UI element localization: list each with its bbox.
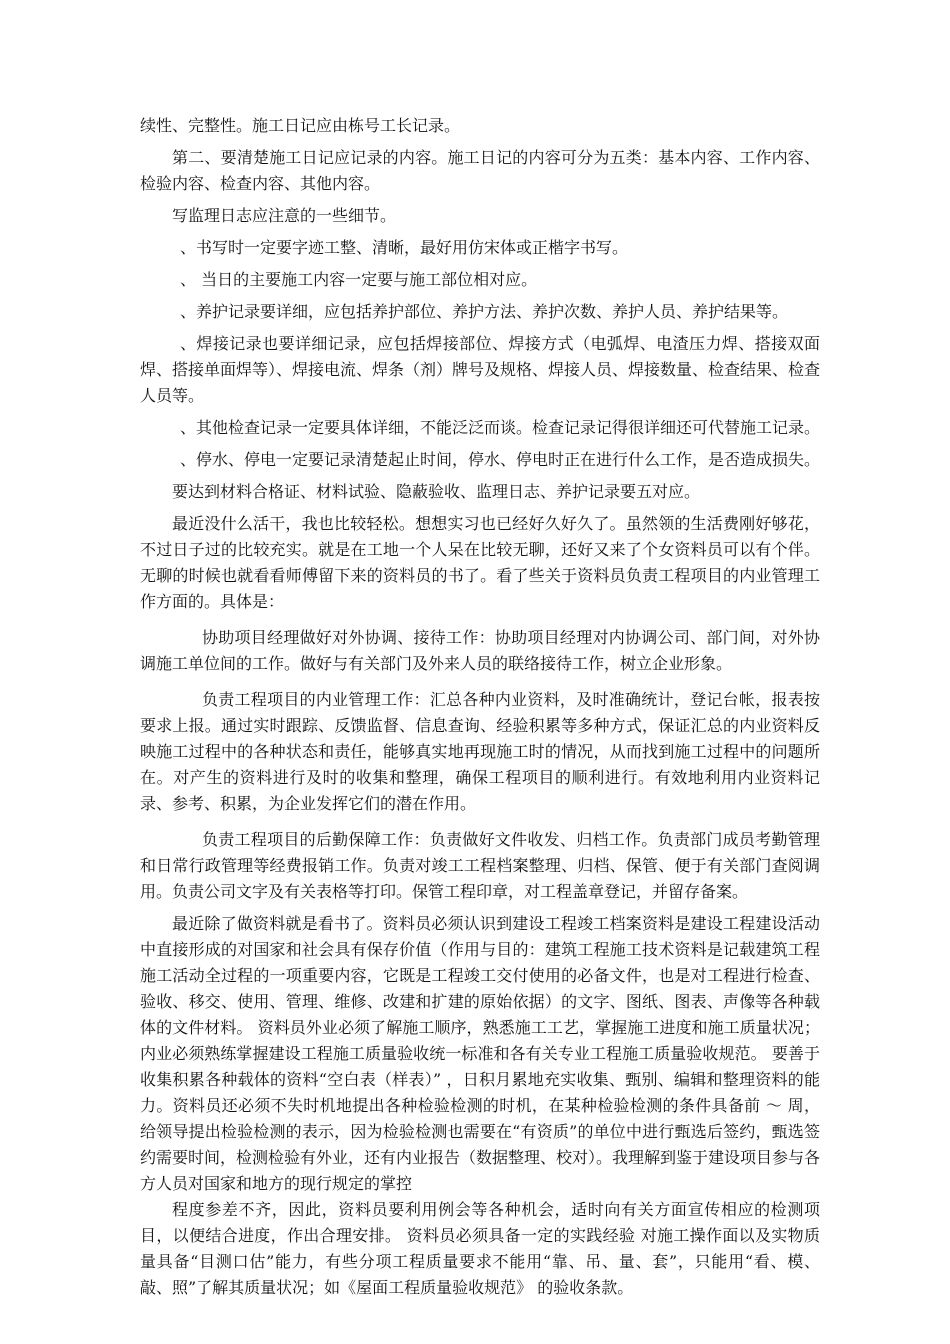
paragraph-continuation: 续性、完整性。施工日记应由栋号工长记录。 <box>140 116 461 135</box>
list-item-water-power-outage: 、停水、停电一定要记录清楚起止时间，停水、停电时正在进行什么工作，是否造成损失。 <box>180 450 821 469</box>
paragraph-logistics-duty: 负责工程项目的后勤保障工作：负责做好文件收发、归档工作。负责部门成员考勤管理和日常行政管理等经费报销工作。负责对竣工工程档案整理、归档、保管、便于有关部门查阅调用。负责公司文字及有关表格等打印。保管工程印章，对工程盖章登记，并留存备案。 <box>140 830 820 901</box>
document-page <box>140 113 820 1301</box>
list-item-welding-record: 、焊接记录也要详细记录，应包括焊接部位、焊接方式（电弧焊、电渣压力焊、搭接双面焊、搭接单面焊等）、焊接电流、焊条（剂）牌号及规格、焊接人员、焊接数量、检查结果、检查人员等。 <box>140 334 821 405</box>
paragraph-archive-knowledge: 最近除了做资料就是看书了。资料员必须认识到建设工程竣工档案资料是建设工程建设活动中直接形成的对国家和社会具有保存价值（作用与目的：建筑工程施工技术资料是记载建筑工程施工活动全过程的一项重要内容，它既是工程竣工交付使用的必备文件，也是对工程进行检查、验收、移交、使用、管理、维修、改建和扩建的原始依据）的文字、图纸、图表、声像等各种载体的文件材料。 资料员外业必须了解施工顺序，熟悉施工工艺，掌握施工进度和施工质量状况；内业必须熟练掌握建设工程施工质量验收统一标准和各有关专业工程施工质量验收规范。 要善于收集积累各种载体的资料“空白表（样表）” ，日积月累地充实收集、甄别、编辑和整理资料的能力。资料员还必须不失时机地提出各种检验检测的时机，在某种检验检测的条件具备前 ～ 周，给领导提出检验检测的表示，因为检验检测也需要在“有资质”的单位中进行甄选后签约，甄选签约需要时间，检测检验有外业，还有内业报告（数据整理、校对）。我理解到鉴于建设项目参与各方人员对国家和地方的现行规定的掌控 <box>140 914 821 1193</box>
list-item-construction-content: 、 当日的主要施工内容一定要与施工部位相对应。 <box>180 270 538 289</box>
list-item-handwriting: 、书写时一定要字迹工整、清晰，最好用仿宋体或正楷字书写。 <box>180 238 629 257</box>
paragraph-diary-content: 第二、要清楚施工日记应记录的内容。施工日记的内容可分为五类：基本内容、工作内容、检验内容、检查内容、其他内容。 <box>140 148 820 193</box>
paragraph-practical-experience: 程度参差不齐，因此，资料员要利用例会等各种机会，适时向有关方面宣传相应的检测项目，以便结合进度，作出合理安排。 资料员必须具备一定的实践经验 对施工操作面以及实物质量具备“目测口估”能力，有些分项工程质量要求不能用“靠、吊、量、套”，只能用“看、模、敲、照”了解其质量状况；如《屋面工程质量验收规范》 的验收条款。 <box>140 1200 820 1297</box>
paragraph-five-correspondence: 要达到材料合格证、材料试验、隐蔽验收、监理日志、养护记录要五对应。 <box>172 482 701 501</box>
list-item-curing-record: 、养护记录要详细，应包括养护部位、养护方法、养护次数、养护人员、养护结果等。 <box>180 302 789 321</box>
paragraph-supervision-heading: 写监理日志应注意的一些细节。 <box>172 206 397 225</box>
paragraph-internal-management-duty: 负责工程项目的内业管理工作：汇总各种内业资料，及时准确统计，登记台帐，报表按要求上报。通过实时跟踪、反馈监督、信息查询、经验积累等多种方式，保证汇总的内业资料反映施工过程中的各种状态和责任，能够真实地再现施工时的情况，从而找到施工过程中的问题所在。对产生的资料进行及时的收集和整理，确保工程项目的顺利进行。有效地利用内业资料记录、参考、积累，为企业发挥它们的潜在作用。 <box>140 690 820 813</box>
paragraph-internship: 最近没什么活干，我也比较轻松。想想实习也已经好久好久了。虽然领的生活费刚好够花，不过日子过的比较充实。就是在工地一个人呆在比较无聊，还好又来了个女资料员可以有个伴。无聊的时候也就看看师傅留下来的资料员的书了。看了些关于资料员负责工程项目的内业管理工作方面的。具体是： <box>140 514 820 611</box>
list-item-inspection-record: 、其他检查记录一定要具体详细，不能泛泛而谈。检查记录记得很详细还可代替施工记录。 <box>180 418 821 437</box>
paragraph-coordination-duty: 协助项目经理做好对外协调、接待工作：协助项目经理对内协调公司、部门间，对外协调施工单位间的工作。做好与有关部门及外来人员的联络接待工作，树立企业形象。 <box>140 628 820 673</box>
